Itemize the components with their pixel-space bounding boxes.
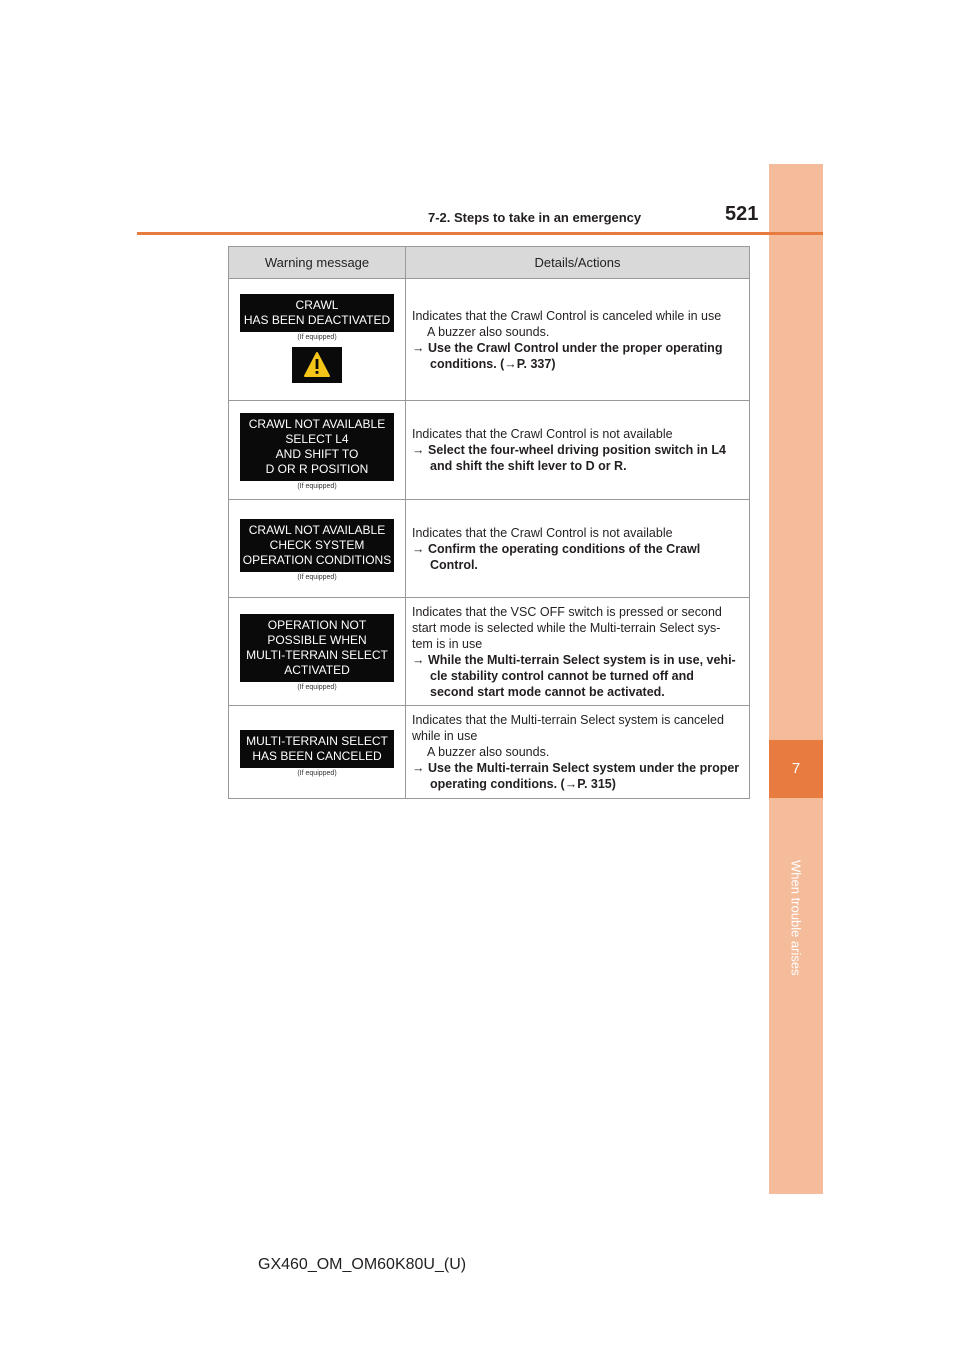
- details-cell: [406, 500, 750, 598]
- caution-icon: [292, 347, 342, 383]
- table-header-row: [229, 247, 750, 279]
- col-header-details-actions: Details/Actions: [406, 247, 750, 279]
- section-title: 7-2. Steps to take in an emergency: [428, 210, 642, 225]
- arrow-icon: →: [412, 443, 425, 457]
- display-text-line: CRAWL NOT AVAILABLE: [248, 522, 386, 537]
- table-row: [229, 279, 750, 401]
- arrow-icon: →: [412, 652, 425, 667]
- details-action: [412, 760, 741, 792]
- display-text-line: CRAWL: [295, 297, 339, 312]
- action-text: Confirm the operating conditions of the Crawl Control.: [427, 541, 701, 572]
- col-header-warning-message: Warning message: [229, 247, 406, 279]
- details-action: [412, 442, 741, 474]
- action-text: Use the Crawl Control under the proper operating conditions. (→P. 337): [427, 340, 723, 371]
- action-text: While the Multi-terrain Select system is in use, vehi-cle stability control cannot be turned off and second start mode cannot be activated.: [427, 652, 736, 699]
- details-description: Indicates that the VSC OFF switch is pressed or second start mode is selected while the Multi-terrain Select sys-tem is in use: [412, 604, 722, 651]
- details-action: [412, 340, 741, 372]
- arrow-icon: →: [412, 761, 425, 775]
- details-description: Indicates that the Crawl Control is not available: [412, 427, 673, 441]
- arrow-icon: →: [412, 340, 425, 355]
- display-text-line: D OR R POSITION: [265, 461, 369, 476]
- warning-display-image: [240, 294, 394, 332]
- details-description: Indicates that the Crawl Control is not available: [412, 525, 673, 540]
- details-extra-note: A buzzer also sounds.: [427, 745, 550, 759]
- display-text-line: POSSIBLE WHEN: [267, 633, 367, 647]
- action-text: Select the four-wheel driving position switch in L4 and shift the shift lever to D or R.: [427, 443, 726, 473]
- display-text-line: HAS BEEN DEACTIVATED: [243, 312, 391, 327]
- warning-image-cell: [229, 706, 406, 799]
- document-code: GX460_OM_OM60K80U_(U): [258, 1256, 467, 1273]
- details-cell: [406, 598, 750, 706]
- if-equipped-note: (If equipped): [297, 333, 337, 341]
- chapter-title: When trouble arises: [788, 860, 804, 976]
- display-text-line: CRAWL NOT AVAILABLE: [248, 416, 386, 431]
- warning-message-table: [228, 246, 750, 799]
- details-cell: [406, 401, 750, 500]
- display-text-line: AND SHIFT TO: [275, 446, 359, 461]
- header-rule: [137, 232, 823, 235]
- arrow-icon: →: [412, 541, 425, 556]
- warning-display-image: [240, 730, 394, 768]
- details-action: [412, 541, 741, 573]
- if-equipped-note: (If equipped): [297, 769, 337, 777]
- display-text-line: MULTI-TERRAIN SELECT: [246, 648, 388, 662]
- if-equipped-note: (If equipped): [297, 573, 337, 581]
- warning-image-cell: [229, 500, 406, 598]
- if-equipped-note: (If equipped): [297, 684, 337, 691]
- warning-display-image: [240, 614, 394, 682]
- warning-image-cell: [229, 401, 406, 500]
- warning-image-cell: [229, 279, 406, 401]
- action-text: Use the Multi-terrain Select system under the proper operating conditions. (→P. 315): [427, 761, 740, 791]
- warning-display-image: [240, 519, 394, 572]
- details-description: Indicates that the Crawl Control is canceled while in use: [412, 308, 722, 323]
- details-cell: [406, 279, 750, 401]
- table-row: [229, 706, 750, 799]
- details-action: [412, 652, 741, 700]
- chapter-side-tab: [769, 164, 823, 1194]
- display-text-line: MULTI-TERRAIN SELECT: [246, 733, 388, 748]
- details-extra-note: A buzzer also sounds.: [427, 324, 550, 339]
- table-row: [229, 401, 750, 500]
- display-text-line: ACTIVATED: [284, 663, 350, 677]
- display-text-line: HAS BEEN CANCELED: [252, 748, 382, 763]
- details-cell: [406, 706, 750, 799]
- page-number: 521: [725, 203, 759, 225]
- details-description: Indicates that the Multi-terrain Select system is canceled while in use: [412, 713, 724, 743]
- table-row: [229, 598, 750, 706]
- if-equipped-note: (If equipped): [297, 482, 337, 490]
- display-text-line: OPERATION NOT: [267, 618, 367, 632]
- display-text-line: CHECK SYSTEM: [269, 537, 365, 552]
- display-text-line: SELECT L4: [285, 431, 349, 446]
- table-row: [229, 500, 750, 598]
- warning-image-cell: [229, 598, 406, 706]
- chapter-number: 7: [769, 740, 823, 798]
- display-text-line: OPERATION CONDITIONS: [242, 552, 392, 567]
- warning-display-image: [240, 413, 394, 481]
